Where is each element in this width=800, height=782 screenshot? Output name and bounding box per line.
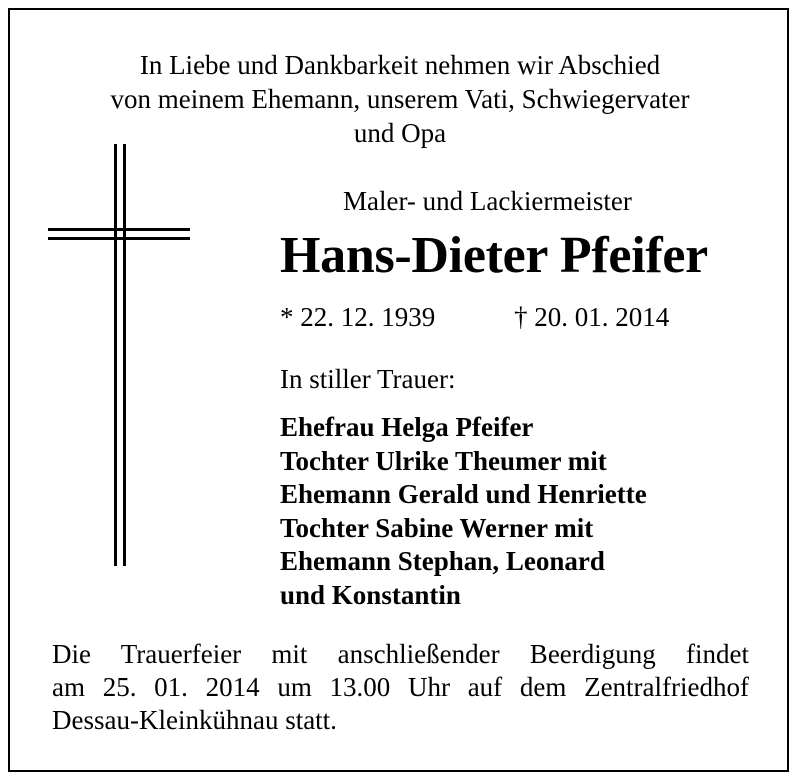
intro-text — [0, 48, 800, 150]
intro-line: und Opa — [353, 118, 447, 148]
intro-line: In Liebe und Dankbarkeit nehmen wir Abschied — [139, 50, 661, 80]
mourner-line: Tochter Ulrike Theumer mit — [280, 445, 607, 476]
occupation: Maler- und Lackiermeister — [343, 186, 632, 216]
cross-icon-bar — [48, 228, 190, 240]
mourner-line: Ehefrau Helga Pfeifer — [280, 412, 534, 442]
intro-line: von meinem Ehemann, unserem Vati, Schwiegervater — [110, 84, 690, 114]
mourner-line: Ehemann Stephan, Leonard — [280, 546, 605, 577]
notice-line: am 25. 01. 2014 um 13.00 Uhr auf dem Zentralfriedhof — [52, 672, 749, 702]
birth-date: * 22. 12. 1939 — [280, 302, 436, 332]
notice-line: Dessau-Kleinkühnau statt. — [52, 705, 337, 735]
funeral-notice — [52, 638, 749, 737]
mourner-line: Tochter Sabine Werner mit — [280, 512, 594, 543]
cross-icon — [114, 144, 126, 566]
mourner-line: und Konstantin — [280, 579, 461, 610]
mourners-list — [280, 411, 647, 613]
death-date: † 20. 01. 2014 — [514, 302, 670, 332]
mourners-heading: In stiller Trauer: — [280, 364, 456, 394]
notice-line: Die Trauerfeier mit anschließender Beerdigung findet — [52, 639, 749, 669]
mourner-line: Ehemann Gerald und Henriette — [280, 479, 647, 510]
deceased-name: Hans-Dieter Pfeifer — [280, 227, 708, 284]
